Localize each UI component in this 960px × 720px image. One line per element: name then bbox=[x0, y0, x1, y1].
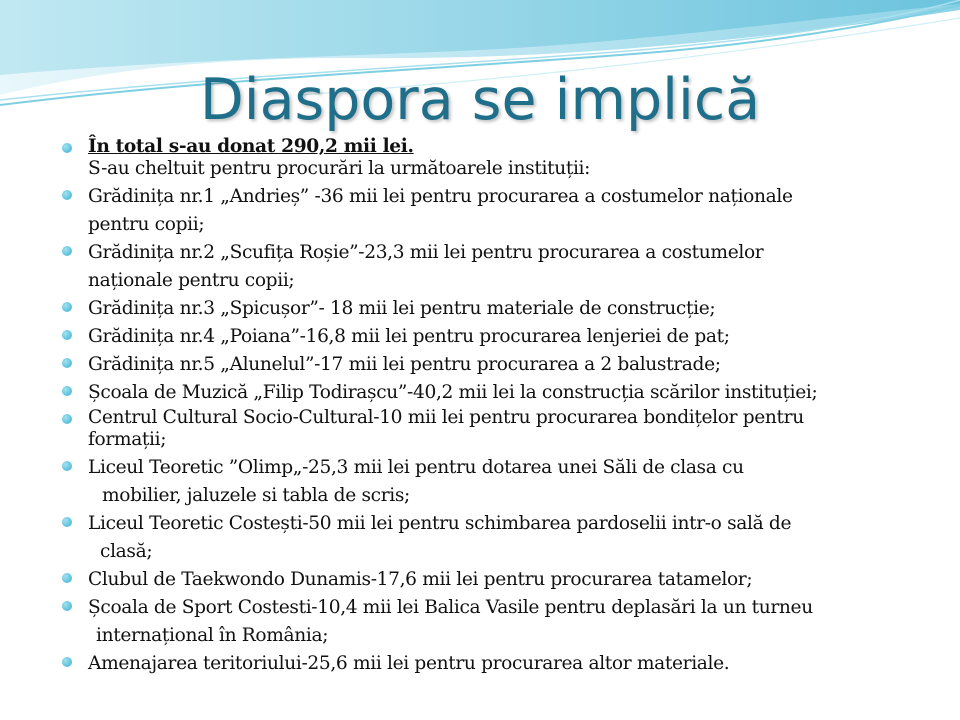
list-item bbox=[62, 596, 942, 652]
list-item bbox=[62, 157, 942, 185]
list-item-text: Școala de Muzică „Filip Todirașcu”-40,2 mii lei la construcția scărilor instituției; bbox=[88, 382, 818, 403]
list-item-text: Grădinița nr.5 „Alunelul”-17 mii lei pentru procurarea a 2 balustrade; bbox=[88, 354, 721, 375]
list-item bbox=[62, 568, 942, 596]
list-item bbox=[62, 241, 942, 297]
list-item-text: Liceul Teoretic ”Olimp„-25,3 mii lei pentru dotarea unei Săli de clasa cu bbox=[88, 457, 744, 478]
bullet-list bbox=[62, 138, 942, 680]
list-item-text: Amenajarea teritoriului-25,6 mii lei pentru procurarea altor materiale. bbox=[88, 653, 730, 674]
list-item-text: În total s-au donat 290,2 mii lei. bbox=[88, 136, 414, 157]
list-item bbox=[62, 353, 942, 381]
list-item-text: Grădinița nr.3 „Spicușor”- 18 mii lei pentru materiale de construcție; bbox=[88, 298, 716, 319]
list-item-text: Grădinița nr.1 „Andrieș” -36 mii lei pentru procurarea a costumelor naționale bbox=[88, 186, 793, 207]
list-item-text: internațional în România; bbox=[96, 625, 329, 646]
list-item-text: formații; bbox=[88, 429, 167, 450]
list-item bbox=[62, 512, 942, 568]
list-item-text: Liceul Teoretic Costești-50 mii lei pentru schimbarea pardoselii intr-o sală de bbox=[88, 513, 792, 534]
list-item-text: Școala de Sport Costesti-10,4 mii lei Balica Vasile pentru deplasări la un turneu bbox=[88, 597, 813, 618]
list-item bbox=[62, 297, 942, 325]
list-item-text: clasă; bbox=[100, 541, 153, 562]
list-item-text: S-au cheltuit pentru procurări la următoarele instituții: bbox=[88, 158, 591, 179]
list-item-text: Centrul Cultural Socio-Cultural-10 mii lei pentru procurarea bondițelor pentru bbox=[88, 407, 804, 428]
list-item bbox=[62, 652, 942, 680]
list-item-text: naționale pentru copii; bbox=[88, 270, 295, 291]
list-item bbox=[62, 185, 942, 241]
list-item bbox=[62, 138, 942, 157]
slide-title: Diaspora se implică bbox=[199, 67, 761, 133]
list-item bbox=[62, 381, 942, 409]
list-item-text: mobilier, jaluzele si tabla de scris; bbox=[102, 485, 410, 506]
list-item bbox=[62, 456, 942, 512]
list-item-text: pentru copii; bbox=[88, 214, 205, 235]
list-item-text: Clubul de Taekwondo Dunamis-17,6 mii lei pentru procurarea tatamelor; bbox=[88, 569, 753, 590]
list-item-text: Grădinița nr.2 „Scufița Roșie”-23,3 mii lei pentru procurarea a costumelor bbox=[88, 242, 764, 263]
list-item bbox=[62, 409, 942, 456]
list-item bbox=[62, 325, 942, 353]
list-item-text: Grădinița nr.4 „Poiana”-16,8 mii lei pentru procurarea lenjeriei de pat; bbox=[88, 326, 730, 347]
